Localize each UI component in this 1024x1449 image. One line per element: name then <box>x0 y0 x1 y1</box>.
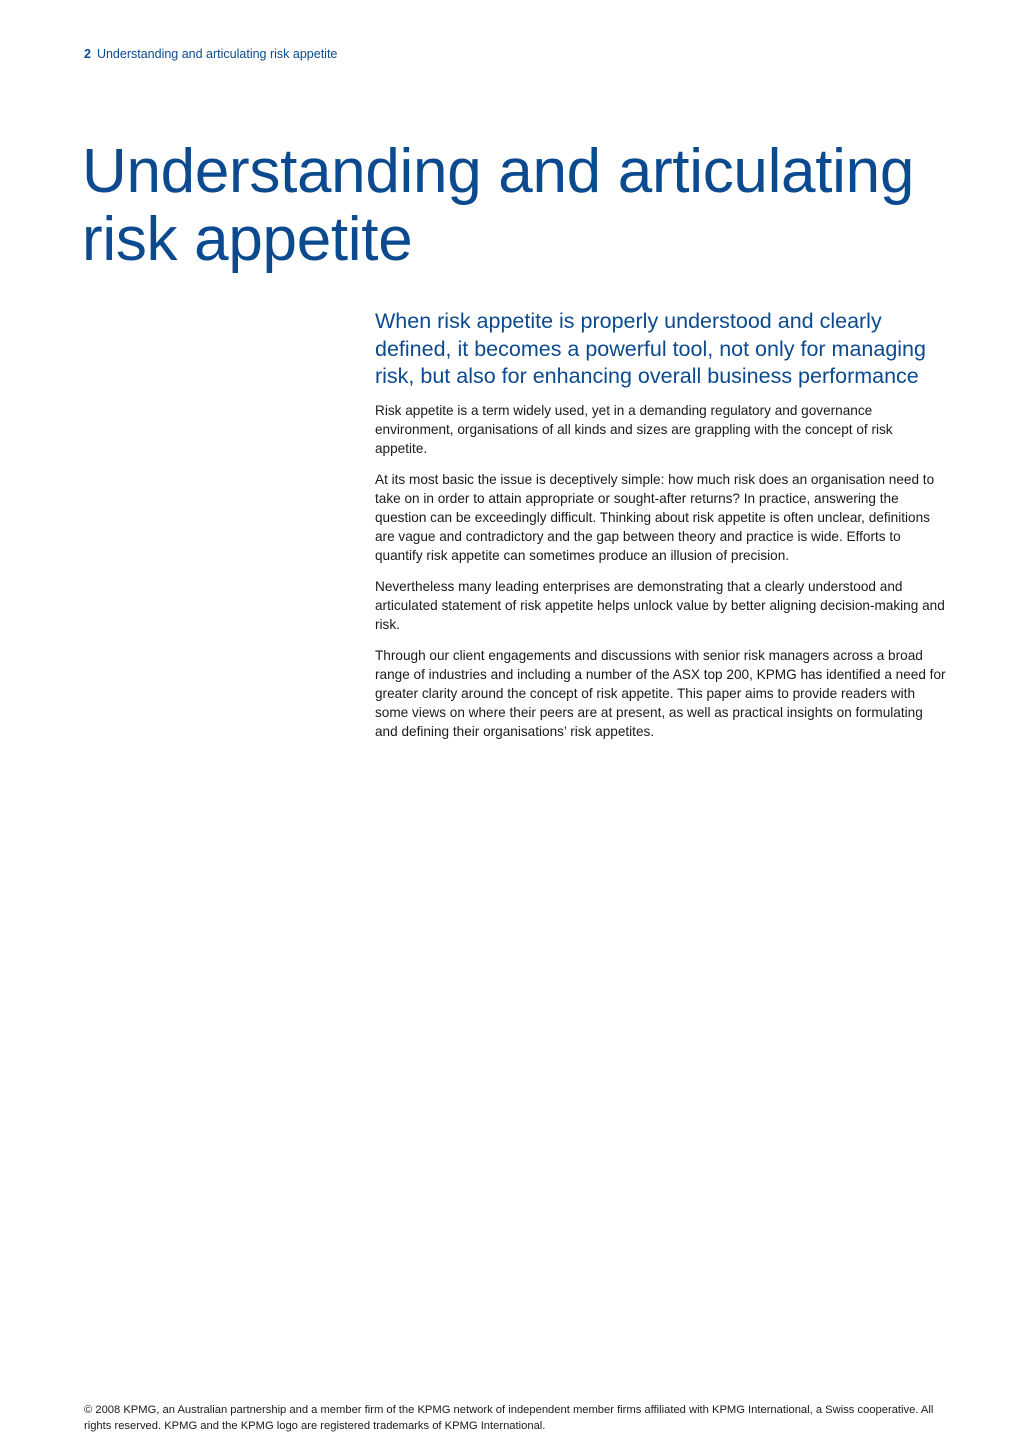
page-title-line-2: risk appetite <box>82 205 413 274</box>
body-paragraph-2: At its most basic the issue is deceptively simple: how much risk does an organisation need to take on in order to attain appropriate or sought-after returns? In practice, answering the question can be exceedingly difficult. Thinking about risk appetite is often unclear, definitions are vague and contradictory and the gap between theory and practice is wide. Efforts to quantify risk appetite can sometimes produce an illusion of precision. <box>375 471 935 563</box>
content-column <box>375 308 947 753</box>
body-paragraph-4: Through our client engagements and discussions with senior risk managers across a broad range of industries and including a number of the ASX top 200, KPMG has identified a need for greater clarity around the concept of risk appetite. This paper aims to provide readers with some views on where their peers are at present, as well as practical insights on formulating and defining their organisations’ risk appetites. <box>375 647 946 739</box>
body-paragraph-1: Risk appetite is a term widely used, yet in a demanding regulatory and governance environment, organisations of all kinds and sizes are grappling with the concept of risk appetite. <box>375 402 893 456</box>
footer-legal-notice: © 2008 KPMG, an Australian partnership and a member firm of the KPMG network of independent member firms affiliated with KPMG International, a Swiss cooperative. All rights reserved. KPMG and the KPMG logo are registered trademarks of KPMG International. <box>84 1404 934 1432</box>
lead-paragraph: When risk appetite is properly understood and clearly defined, it becomes a powerful tool, not only for managing risk, but also for enhancing overall business performance <box>375 309 926 388</box>
running-title: Understanding and articulating risk appetite <box>96 47 338 61</box>
page-title <box>82 138 982 274</box>
running-header <box>84 47 337 61</box>
body-paragraph-3: Nevertheless many leading enterprises are demonstrating that a clearly understood and articulated statement of risk appetite helps unlock value by better aligning decision-making and risk. <box>375 578 945 632</box>
page-number: 2 <box>84 47 91 61</box>
page-title-line-1: Understanding and articulating <box>82 137 914 206</box>
